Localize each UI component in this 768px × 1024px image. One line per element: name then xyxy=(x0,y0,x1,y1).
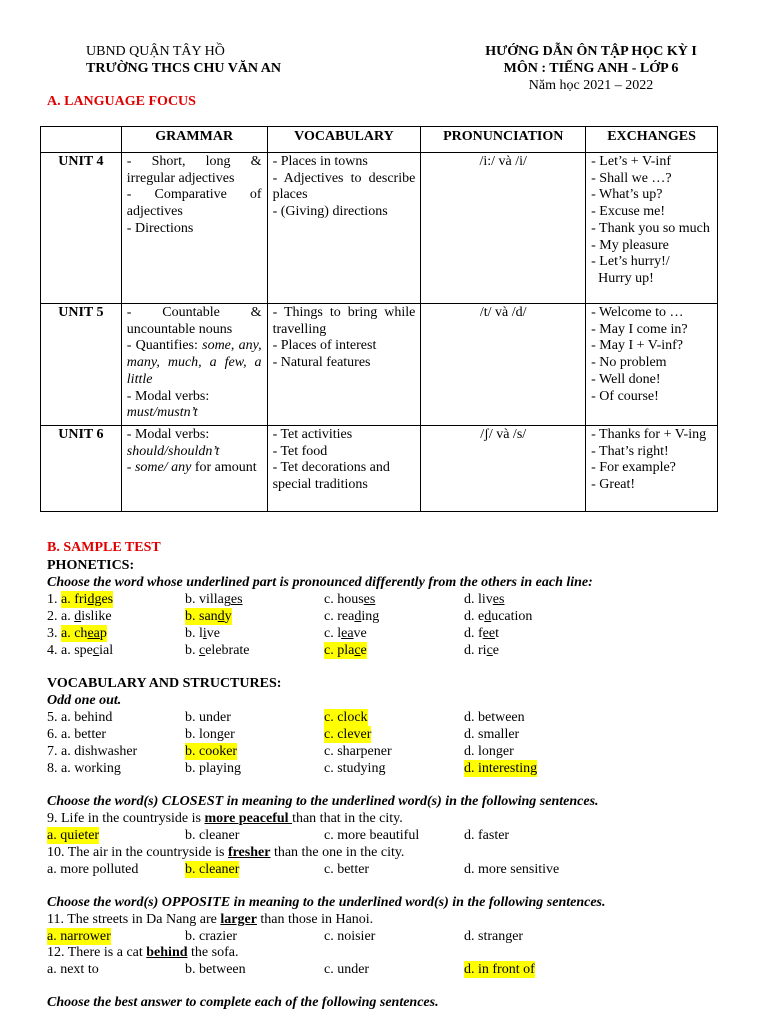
underlined-part: i xyxy=(202,626,207,641)
answer-text: c. pla xyxy=(324,643,355,658)
underlined-part: c xyxy=(199,643,206,658)
grammar-cell xyxy=(121,304,267,426)
list-item: - Directions xyxy=(126,220,194,236)
list-item: - Countable & uncountable nouns xyxy=(126,305,262,337)
list-item: - Thanks for + V-ing xyxy=(591,426,707,442)
underlined-part: d xyxy=(217,609,225,624)
list-item-quantifiers: some, any, many, much, a few, a little xyxy=(126,338,262,387)
answer-d[interactable] xyxy=(464,625,499,642)
answer-b[interactable]: b. cleaner xyxy=(185,862,240,877)
answer-text: ial xyxy=(99,643,114,658)
answer-c[interactable]: c. under xyxy=(324,962,370,977)
underlined-part: larger xyxy=(220,912,257,927)
underlined-part: ea xyxy=(341,626,354,641)
underlined-part: es xyxy=(230,592,243,607)
list-item: - Of course! xyxy=(591,388,659,404)
underlined-part: es xyxy=(363,592,376,607)
vocabulary-cell xyxy=(267,153,421,304)
answer-c[interactable]: c. clever xyxy=(324,727,372,742)
answer-d[interactable]: d. in front of xyxy=(464,962,535,977)
answer-d[interactable]: d. interesting xyxy=(464,761,538,776)
answer-c[interactable]: c. clock xyxy=(324,710,368,725)
table-header-row xyxy=(41,127,718,153)
vocabulary-cell xyxy=(267,304,421,426)
underlined-part: es xyxy=(492,592,505,607)
list-item-quantifiers: some/ any xyxy=(134,460,192,476)
list-item: - Great! xyxy=(591,477,636,493)
list-item: Hurry up! xyxy=(591,270,654,286)
answer-c[interactable]: c. noisier xyxy=(324,929,376,944)
unit-label: UNIT 6 xyxy=(41,425,122,511)
pronunciation-cell: /i:/ và /i/ xyxy=(421,153,586,304)
answer-d[interactable]: d. between xyxy=(464,710,525,725)
list-item: - What’s up? xyxy=(591,187,663,203)
section-a-heading: A. LANGUAGE FOCUS xyxy=(47,94,196,109)
table-header-pronunciation: PRONUNCIATION xyxy=(421,127,586,153)
answer-d[interactable]: d. faster xyxy=(464,828,510,843)
answer-text: y xyxy=(224,609,232,624)
answer-a[interactable]: a. quieter xyxy=(47,828,100,843)
answer-text: b. l xyxy=(185,626,203,641)
question-11-stem xyxy=(47,911,373,928)
answer-text: c. rea xyxy=(324,609,355,624)
stem-text: than those in Hanoi. xyxy=(256,912,374,927)
answer-text: ucation xyxy=(491,609,533,624)
answer-c[interactable] xyxy=(324,625,367,642)
list-item xyxy=(127,460,262,477)
answer-a[interactable]: 6. a. better xyxy=(47,727,107,742)
list-item: - For example? xyxy=(591,460,676,476)
underlined-part: ee xyxy=(482,626,496,641)
answer-text: ve xyxy=(206,626,220,641)
answer-d[interactable]: d. more sensitive xyxy=(464,862,560,877)
answer-b[interactable] xyxy=(185,608,232,625)
table-header-grammar: GRAMMAR xyxy=(121,127,267,153)
answer-c[interactable] xyxy=(324,642,367,659)
answer-a[interactable] xyxy=(61,625,107,642)
document-header xyxy=(405,43,768,94)
stem-text: 11. The streets in Da Nang are xyxy=(47,912,221,927)
underlined-part: c xyxy=(92,643,100,658)
answer-text: d. e xyxy=(464,609,485,624)
answer-b[interactable]: b. cooker xyxy=(185,744,238,759)
table-header-exchanges: EXCHANGES xyxy=(586,127,718,153)
answer-d[interactable] xyxy=(464,642,499,659)
answer-d[interactable] xyxy=(464,608,532,625)
list-item: - Adjectives to describe places xyxy=(272,170,416,203)
answer-text: p xyxy=(99,626,107,641)
list-item: - Things to bring while travelling xyxy=(272,305,416,337)
answer-text: d. liv xyxy=(464,592,493,607)
district-name: UBND QUẬN TÂY HỒ xyxy=(86,44,225,59)
answer-c[interactable]: c. studying xyxy=(324,761,386,776)
list-item: - Let’s hurry!/ xyxy=(591,254,670,270)
exchanges-cell xyxy=(586,153,718,304)
answer-text: islike xyxy=(81,609,112,624)
answer-b[interactable]: b. between xyxy=(185,962,246,977)
answer-a[interactable] xyxy=(47,642,113,659)
answer-b[interactable]: b. playing xyxy=(185,761,241,776)
answer-text: t xyxy=(495,626,499,641)
unit-label: UNIT 4 xyxy=(41,153,122,304)
answer-text: d. f xyxy=(464,626,483,641)
answer-a[interactable]: a. narrower xyxy=(47,929,111,944)
school-year: Năm học 2021 – 2022 xyxy=(528,78,654,93)
stem-text: 9. Life in the countryside is xyxy=(47,811,205,826)
list-item: - Tet activities xyxy=(272,426,353,442)
list-item xyxy=(127,338,262,388)
stem-text: than that in the city. xyxy=(292,811,403,826)
underlined-part: c xyxy=(354,643,361,658)
question-number: 2. xyxy=(47,609,58,624)
list-item: - May I + V-inf? xyxy=(591,338,684,354)
answer-text: d. ri xyxy=(464,643,487,658)
table-header-vocabulary: VOCABULARY xyxy=(267,127,421,153)
vocabulary-title: VOCABULARY AND STRUCTURES: xyxy=(47,676,282,691)
odd-one-out-title: Odd one out. xyxy=(47,693,122,708)
answer-text: b. villag xyxy=(185,592,231,607)
exchanges-cell xyxy=(586,304,718,426)
answer-b[interactable] xyxy=(185,625,220,642)
answer-c[interactable]: c. more beautiful xyxy=(324,828,420,843)
list-item: - Places in towns xyxy=(272,154,368,169)
stem-text: the sofa. xyxy=(187,945,239,960)
list-item-prefix: - Quantifies: xyxy=(126,338,203,354)
answer-a[interactable]: 7. a. dishwasher xyxy=(47,744,138,759)
answer-text: ve xyxy=(353,626,367,641)
closest-instruction: Choose the word(s) CLOSEST in meaning to the underlined word(s) in the following sentences. xyxy=(47,794,599,809)
list-item: - Short, long & irregular adjectives xyxy=(126,154,262,186)
answer-a[interactable] xyxy=(61,608,112,625)
list-item: - Tet decorations and special traditions xyxy=(272,460,390,493)
list-item: - Natural features xyxy=(272,355,371,371)
exchanges-cell xyxy=(586,425,718,511)
grammar-cell xyxy=(121,425,267,511)
answer-d[interactable]: d. smaller xyxy=(464,727,520,742)
list-item: - Shall we …? xyxy=(591,170,672,186)
question-10-stem xyxy=(47,844,404,861)
list-item: - My pleasure xyxy=(591,237,669,253)
question-number: 3. xyxy=(47,626,58,641)
underlined-part: fresher xyxy=(227,845,271,860)
answer-text: c. hous xyxy=(324,592,364,607)
question-12-stem xyxy=(47,944,238,961)
list-item-prefix: - xyxy=(126,460,135,476)
answer-b[interactable]: b. crazier xyxy=(185,929,238,944)
answer-c[interactable] xyxy=(324,591,375,608)
answer-a[interactable]: 8. a. working xyxy=(47,761,121,776)
vocabulary-cell xyxy=(267,425,421,511)
answer-b[interactable]: b. cleaner xyxy=(185,828,240,843)
stem-text: 12. There is a cat xyxy=(47,945,147,960)
underlined-part: d xyxy=(74,609,82,624)
answer-a[interactable] xyxy=(61,591,113,608)
pronunciation-cell: /ʃ/ và /s/ xyxy=(421,425,586,511)
pronunciation-cell: /t/ và /d/ xyxy=(421,304,586,426)
phonetics-title: PHONETICS: xyxy=(47,558,135,573)
grammar-cell xyxy=(121,153,267,304)
answer-b[interactable] xyxy=(185,642,250,659)
answer-c[interactable]: c. sharpener xyxy=(324,744,392,759)
answer-a[interactable]: 5. a. behind xyxy=(47,710,113,725)
table-row-unit5 xyxy=(41,304,718,426)
underlined-part: more peaceful xyxy=(204,811,293,826)
list-item-suffix: for amount xyxy=(191,460,257,476)
answer-text: a. fri xyxy=(61,592,88,607)
answer-text: ing xyxy=(361,609,380,624)
table-header-empty xyxy=(41,127,122,153)
list-item: - Welcome to … xyxy=(591,305,684,320)
list-item: must/mustn’t xyxy=(126,405,198,421)
underlined-part: d xyxy=(354,609,362,624)
answer-text: es xyxy=(101,592,114,607)
answer-c[interactable] xyxy=(324,608,379,625)
answer-text: e xyxy=(492,643,499,658)
answer-text: e xyxy=(360,643,367,658)
answer-b[interactable]: b. longer xyxy=(185,727,235,742)
question-9-stem xyxy=(47,810,403,827)
stem-text: than the one in the city. xyxy=(270,845,405,860)
answer-text: b. san xyxy=(185,609,218,624)
answer-d[interactable]: d. longer xyxy=(464,744,514,759)
underlined-part: behind xyxy=(146,945,188,960)
table-row-unit4 xyxy=(41,153,718,304)
underlined-part: dg xyxy=(87,592,102,607)
answer-text: elebrate xyxy=(205,643,250,658)
school-name: TRƯỜNG THCS CHU VĂN AN xyxy=(86,61,281,76)
list-item: - Thank you so much xyxy=(591,220,710,236)
best-answer-instruction: Choose the best answer to complete each of the following sentences. xyxy=(47,995,439,1010)
list-item: - Modal verbs: xyxy=(126,426,210,442)
question-number: 1. xyxy=(47,592,58,607)
section-b-heading: B. SAMPLE TEST xyxy=(47,540,161,555)
list-item: - May I come in? xyxy=(591,321,688,337)
list-item: - Modal verbs: xyxy=(126,388,210,404)
answer-text: 4. a. spe xyxy=(47,643,93,658)
answer-a[interactable]: a. more polluted xyxy=(47,862,139,877)
list-item: - That’s right! xyxy=(591,443,669,459)
answer-text: b. xyxy=(185,643,199,658)
answer-text: a. xyxy=(61,609,75,624)
list-item: - No problem xyxy=(591,355,667,371)
language-focus-table xyxy=(40,126,718,512)
answer-b[interactable]: b. under xyxy=(185,710,231,725)
list-item: - Well done! xyxy=(591,371,661,387)
answer-text: a. ch xyxy=(61,626,88,641)
list-item: - Excuse me! xyxy=(591,204,665,220)
list-item: - Comparative of adjectives xyxy=(126,187,262,220)
list-item: should/shouldn’t xyxy=(126,443,220,459)
phonetics-instruction: Choose the word whose underlined part is pronounced differently from the others in each line: xyxy=(47,575,593,590)
underlined-part: c xyxy=(486,643,493,658)
stem-text: 10. The air in the countryside is xyxy=(47,845,228,860)
subject-line: MÔN : TIẾNG ANH - LỚP 6 xyxy=(503,61,679,76)
opposite-instruction: Choose the word(s) OPPOSITE in meaning to the underlined word(s) in the following sentences. xyxy=(47,895,606,910)
answer-b[interactable] xyxy=(185,591,243,608)
list-item: - (Giving) directions xyxy=(272,204,388,220)
school-header xyxy=(86,43,281,77)
list-item: - Places of interest xyxy=(272,338,377,354)
list-item: - Tet food xyxy=(272,443,328,459)
list-item: - Let’s + V-inf xyxy=(591,154,671,169)
underlined-part: d xyxy=(484,609,492,624)
answer-c[interactable]: c. better xyxy=(324,862,370,877)
answer-d[interactable]: d. stranger xyxy=(464,929,524,944)
answer-text: c. l xyxy=(324,626,342,641)
document-title: HƯỚNG DẪN ÔN TẬP HỌC KỲ I xyxy=(485,44,697,59)
underlined-part: ea xyxy=(87,626,100,641)
answer-a[interactable]: a. next to xyxy=(47,962,99,977)
answer-d[interactable] xyxy=(464,591,504,608)
table-row-unit6 xyxy=(41,425,718,511)
unit-label: UNIT 5 xyxy=(41,304,122,426)
